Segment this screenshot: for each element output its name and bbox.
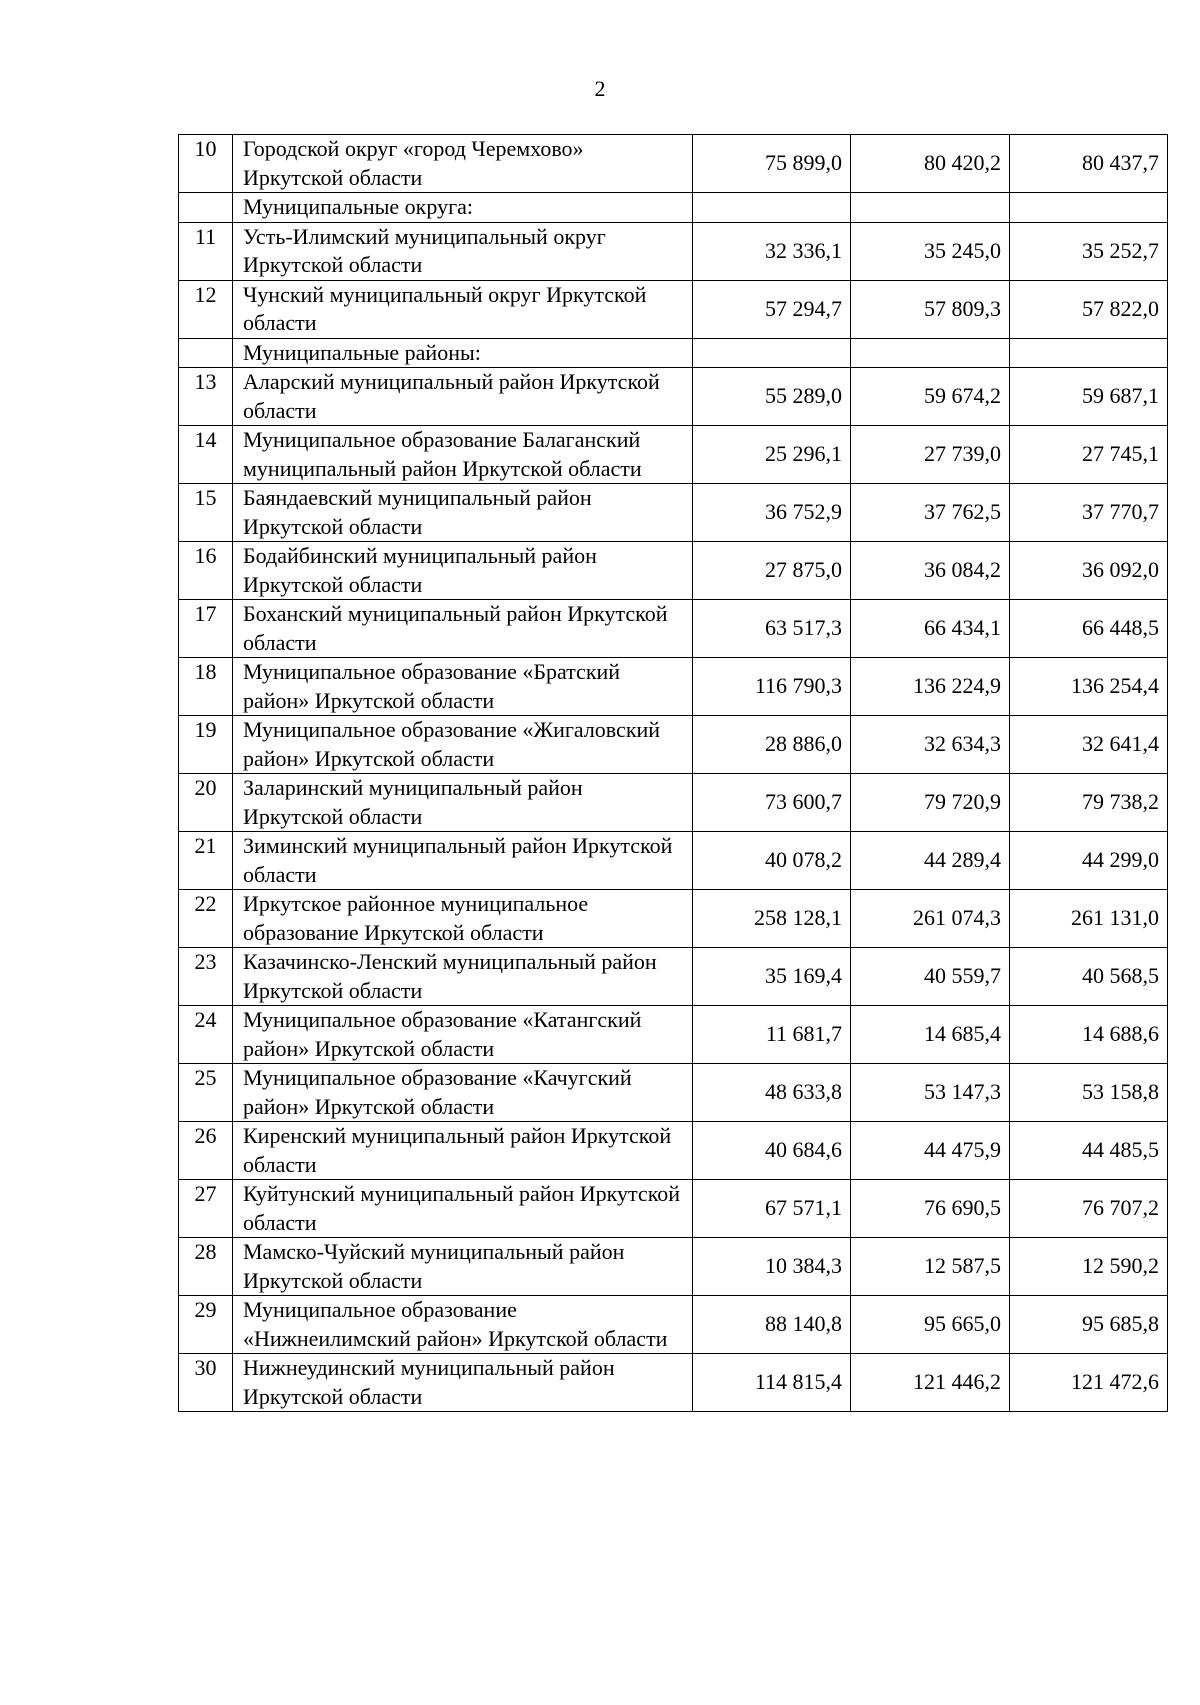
row-number: 10 bbox=[179, 135, 233, 193]
value-cell bbox=[1010, 193, 1168, 223]
table-row bbox=[179, 1006, 1168, 1064]
value-cell bbox=[693, 338, 851, 368]
table-row bbox=[179, 1180, 1168, 1238]
row-number-cell bbox=[179, 193, 233, 223]
amount-year-2: 121 446,2 bbox=[851, 1354, 1010, 1412]
row-number: 21 bbox=[179, 832, 233, 890]
municipality-name: Муниципальное образование «Братский район» Иркутской области bbox=[233, 658, 693, 716]
amount-year-1: 75 899,0 bbox=[693, 135, 851, 193]
amount-year-2: 36 084,2 bbox=[851, 542, 1010, 600]
amount-year-1: 63 517,3 bbox=[693, 600, 851, 658]
row-number: 14 bbox=[179, 426, 233, 484]
amount-year-1: 27 875,0 bbox=[693, 542, 851, 600]
amount-year-2: 40 559,7 bbox=[851, 948, 1010, 1006]
table-row bbox=[179, 948, 1168, 1006]
amount-year-2: 261 074,3 bbox=[851, 890, 1010, 948]
row-number: 22 bbox=[179, 890, 233, 948]
amount-year-1: 88 140,8 bbox=[693, 1296, 851, 1354]
row-number: 29 bbox=[179, 1296, 233, 1354]
municipality-name: Аларский муниципальный район Иркутской области bbox=[233, 368, 693, 426]
value-cell bbox=[1010, 338, 1168, 368]
table-row bbox=[179, 774, 1168, 832]
amount-year-2: 53 147,3 bbox=[851, 1064, 1010, 1122]
amount-year-2: 44 475,9 bbox=[851, 1122, 1010, 1180]
row-number: 26 bbox=[179, 1122, 233, 1180]
page-number: 2 bbox=[594, 76, 606, 101]
municipality-name: Заларинский муниципальный район Иркутской области bbox=[233, 774, 693, 832]
amount-year-2: 59 674,2 bbox=[851, 368, 1010, 426]
row-number: 16 bbox=[179, 542, 233, 600]
amount-year-1: 25 296,1 bbox=[693, 426, 851, 484]
section-heading: Муниципальные районы: bbox=[233, 338, 693, 368]
value-cell bbox=[851, 338, 1010, 368]
amount-year-1: 67 571,1 bbox=[693, 1180, 851, 1238]
row-number: 23 bbox=[179, 948, 233, 1006]
amount-year-1: 32 336,1 bbox=[693, 222, 851, 280]
amount-year-1: 258 128,1 bbox=[693, 890, 851, 948]
section-row bbox=[179, 338, 1168, 368]
amount-year-1: 114 815,4 bbox=[693, 1354, 851, 1412]
row-number: 13 bbox=[179, 368, 233, 426]
table-row bbox=[179, 890, 1168, 948]
amount-year-1: 116 790,3 bbox=[693, 658, 851, 716]
amount-year-2: 79 720,9 bbox=[851, 774, 1010, 832]
table-body bbox=[179, 135, 1168, 1412]
amount-year-2: 12 587,5 bbox=[851, 1238, 1010, 1296]
table-row bbox=[179, 1122, 1168, 1180]
amount-year-2: 80 420,2 bbox=[851, 135, 1010, 193]
row-number: 17 bbox=[179, 600, 233, 658]
municipality-name: Иркутское районное муниципальное образование Иркутской области bbox=[233, 890, 693, 948]
municipality-name: Муниципальное образование «Нижнеилимский район» Иркутской области bbox=[233, 1296, 693, 1354]
row-number-cell bbox=[179, 338, 233, 368]
municipality-name: Муниципальное образование Балаганский муниципальный район Иркутской области bbox=[233, 426, 693, 484]
value-cell bbox=[851, 193, 1010, 223]
table-row bbox=[179, 222, 1168, 280]
amount-year-3: 121 472,6 bbox=[1010, 1354, 1168, 1412]
section-heading: Муниципальные округа: bbox=[233, 193, 693, 223]
amount-year-3: 12 590,2 bbox=[1010, 1238, 1168, 1296]
municipality-name: Мамско-Чуйский муниципальный район Иркутской области bbox=[233, 1238, 693, 1296]
row-number: 19 bbox=[179, 716, 233, 774]
municipality-name: Муниципальное образование «Качугский район» Иркутской области bbox=[233, 1064, 693, 1122]
row-number: 11 bbox=[179, 222, 233, 280]
municipality-name: Муниципальное образование «Жигаловский район» Иркутской области bbox=[233, 716, 693, 774]
amount-year-2: 95 665,0 bbox=[851, 1296, 1010, 1354]
amount-year-1: 48 633,8 bbox=[693, 1064, 851, 1122]
table-row bbox=[179, 1238, 1168, 1296]
table-row bbox=[179, 135, 1168, 193]
amount-year-3: 37 770,7 bbox=[1010, 484, 1168, 542]
row-number: 27 bbox=[179, 1180, 233, 1238]
amount-year-3: 261 131,0 bbox=[1010, 890, 1168, 948]
municipality-name: Городской округ «город Черемхово» Иркутской области bbox=[233, 135, 693, 193]
row-number: 15 bbox=[179, 484, 233, 542]
row-number: 30 bbox=[179, 1354, 233, 1412]
budget-table bbox=[178, 134, 1168, 1412]
amount-year-2: 44 289,4 bbox=[851, 832, 1010, 890]
row-number: 28 bbox=[179, 1238, 233, 1296]
amount-year-2: 66 434,1 bbox=[851, 600, 1010, 658]
municipality-name: Муниципальное образование «Катангский район» Иркутской области bbox=[233, 1006, 693, 1064]
table-row bbox=[179, 1354, 1168, 1412]
table-row bbox=[179, 280, 1168, 338]
municipality-name: Киренский муниципальный район Иркутской области bbox=[233, 1122, 693, 1180]
amount-year-1: 28 886,0 bbox=[693, 716, 851, 774]
amount-year-3: 35 252,7 bbox=[1010, 222, 1168, 280]
amount-year-3: 95 685,8 bbox=[1010, 1296, 1168, 1354]
amount-year-3: 136 254,4 bbox=[1010, 658, 1168, 716]
amount-year-3: 27 745,1 bbox=[1010, 426, 1168, 484]
municipality-name: Нижнеудинский муниципальный район Иркутской области bbox=[233, 1354, 693, 1412]
amount-year-1: 35 169,4 bbox=[693, 948, 851, 1006]
row-number: 20 bbox=[179, 774, 233, 832]
municipality-name: Усть-Илимский муниципальный округ Иркутской области bbox=[233, 222, 693, 280]
table-row bbox=[179, 600, 1168, 658]
row-number: 24 bbox=[179, 1006, 233, 1064]
table-row bbox=[179, 832, 1168, 890]
amount-year-3: 80 437,7 bbox=[1010, 135, 1168, 193]
amount-year-1: 55 289,0 bbox=[693, 368, 851, 426]
amount-year-3: 44 485,5 bbox=[1010, 1122, 1168, 1180]
table-row bbox=[179, 1296, 1168, 1354]
amount-year-3: 76 707,2 bbox=[1010, 1180, 1168, 1238]
amount-year-3: 57 822,0 bbox=[1010, 280, 1168, 338]
amount-year-3: 53 158,8 bbox=[1010, 1064, 1168, 1122]
amount-year-3: 44 299,0 bbox=[1010, 832, 1168, 890]
amount-year-1: 36 752,9 bbox=[693, 484, 851, 542]
amount-year-3: 79 738,2 bbox=[1010, 774, 1168, 832]
row-number: 25 bbox=[179, 1064, 233, 1122]
municipality-name: Бодайбинский муниципальный район Иркутской области bbox=[233, 542, 693, 600]
municipality-name: Боханский муниципальный район Иркутской области bbox=[233, 600, 693, 658]
municipality-name: Баяндаевский муниципальный район Иркутской области bbox=[233, 484, 693, 542]
amount-year-2: 27 739,0 bbox=[851, 426, 1010, 484]
table-row bbox=[179, 368, 1168, 426]
amount-year-1: 73 600,7 bbox=[693, 774, 851, 832]
amount-year-2: 32 634,3 bbox=[851, 716, 1010, 774]
amount-year-1: 57 294,7 bbox=[693, 280, 851, 338]
amount-year-2: 57 809,3 bbox=[851, 280, 1010, 338]
municipality-name: Чунский муниципальный округ Иркутской области bbox=[233, 280, 693, 338]
value-cell bbox=[693, 193, 851, 223]
municipality-name: Зиминский муниципальный район Иркутской области bbox=[233, 832, 693, 890]
amount-year-1: 11 681,7 bbox=[693, 1006, 851, 1064]
table-row bbox=[179, 542, 1168, 600]
amount-year-3: 59 687,1 bbox=[1010, 368, 1168, 426]
table-row bbox=[179, 716, 1168, 774]
amount-year-3: 14 688,6 bbox=[1010, 1006, 1168, 1064]
amount-year-2: 35 245,0 bbox=[851, 222, 1010, 280]
table-row bbox=[179, 1064, 1168, 1122]
table-row bbox=[179, 484, 1168, 542]
amount-year-2: 14 685,4 bbox=[851, 1006, 1010, 1064]
row-number: 18 bbox=[179, 658, 233, 716]
amount-year-3: 66 448,5 bbox=[1010, 600, 1168, 658]
table-row bbox=[179, 426, 1168, 484]
amount-year-1: 10 384,3 bbox=[693, 1238, 851, 1296]
amount-year-1: 40 078,2 bbox=[693, 832, 851, 890]
amount-year-2: 136 224,9 bbox=[851, 658, 1010, 716]
table-row bbox=[179, 658, 1168, 716]
section-row bbox=[179, 193, 1168, 223]
amount-year-2: 76 690,5 bbox=[851, 1180, 1010, 1238]
amount-year-3: 40 568,5 bbox=[1010, 948, 1168, 1006]
amount-year-3: 32 641,4 bbox=[1010, 716, 1168, 774]
municipality-name: Куйтунский муниципальный район Иркутской области bbox=[233, 1180, 693, 1238]
row-number: 12 bbox=[179, 280, 233, 338]
amount-year-1: 40 684,6 bbox=[693, 1122, 851, 1180]
amount-year-2: 37 762,5 bbox=[851, 484, 1010, 542]
municipality-name: Казачинско-Ленский муниципальный район Иркутской области bbox=[233, 948, 693, 1006]
amount-year-3: 36 092,0 bbox=[1010, 542, 1168, 600]
